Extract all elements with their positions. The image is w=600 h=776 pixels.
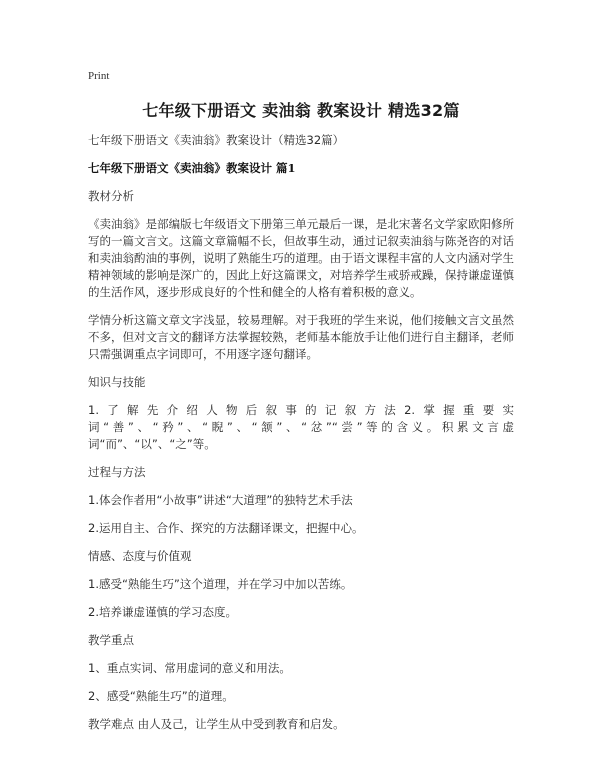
emotion-values-label: 情感、态度与价值观 — [88, 549, 192, 563]
material-analysis-paragraph: 《卖油翁》是部编版七年级语文下册第三单元最后一课，是北宋著名文学家欧阳修所写的一篇文言文。这篇文章篇幅不长，但故事生动，通过记叙卖油翁与陈尧咨的对话和卖油翁酌油的事例，说明了熟能生巧的道理。由于语文课程丰富的人文内涵对学生精神领域的影响是深广的，因此上好这篇课文，对培养学生戒骄戒躁，保持谦虚谨慎的生活作风，逐步形成良好的个性和健全的人格有着积极的意义。 — [88, 217, 514, 299]
knowledge-skills-label: 知识与技能 — [88, 375, 146, 389]
document-body — [88, 132, 514, 744]
knowledge-skills-paragraph: 1.了解先介绍人物后叙事的记叙方法2.掌握重要实词“善”、“矜”、“睨”、“颔”、“忿”“尝”等的含义。积累文言虚词“而”、“以”、“之”等。 — [88, 403, 514, 451]
emotion-values-item-2: 2.培养谦虚谨慎的学习态度。 — [88, 605, 237, 619]
process-method-label: 过程与方法 — [88, 465, 146, 479]
teaching-difficulty-paragraph: 教学难点 由人及己，让学生从中受到教育和启发。 — [88, 717, 345, 731]
teaching-focus-item-2: 2、感受“熟能生巧”的道理。 — [88, 689, 234, 703]
document-subtitle: 七年级下册语文《卖油翁》教案设计（精选32篇） — [88, 133, 345, 147]
process-method-item-2: 2.运用自主、合作、探究的方法翻译课文，把握中心。 — [88, 521, 364, 535]
section-heading: 七年级下册语文《卖油翁》教案设计 篇1 — [88, 161, 296, 175]
process-method-item-1: 1.体会作者用“小故事”讲述“大道理”的独特艺术手法 — [88, 493, 353, 507]
teaching-focus-label: 教学重点 — [88, 633, 134, 647]
emotion-values-item-1: 1.感受“熟能生巧”这个道理，并在学习中加以苦练。 — [88, 577, 353, 591]
page-title: 七年级下册语文 卖油翁 教案设计 精选32篇 — [142, 101, 460, 120]
material-analysis-label: 教材分析 — [88, 189, 134, 203]
teaching-focus-item-1: 1、重点实词、常用虚词的意义和用法。 — [88, 661, 291, 675]
student-analysis-paragraph: 学情分析这篇文章文字浅显，较易理解。对于我班的学生来说，他们接触文言文虽然不多，但对文言文的翻译方法掌握较熟，老师基本能放手让他们进行自主翻译，老师只需强调重点字词即可，不用逐字逐句翻译。 — [88, 313, 514, 361]
print-link[interactable]: Print — [88, 70, 110, 82]
